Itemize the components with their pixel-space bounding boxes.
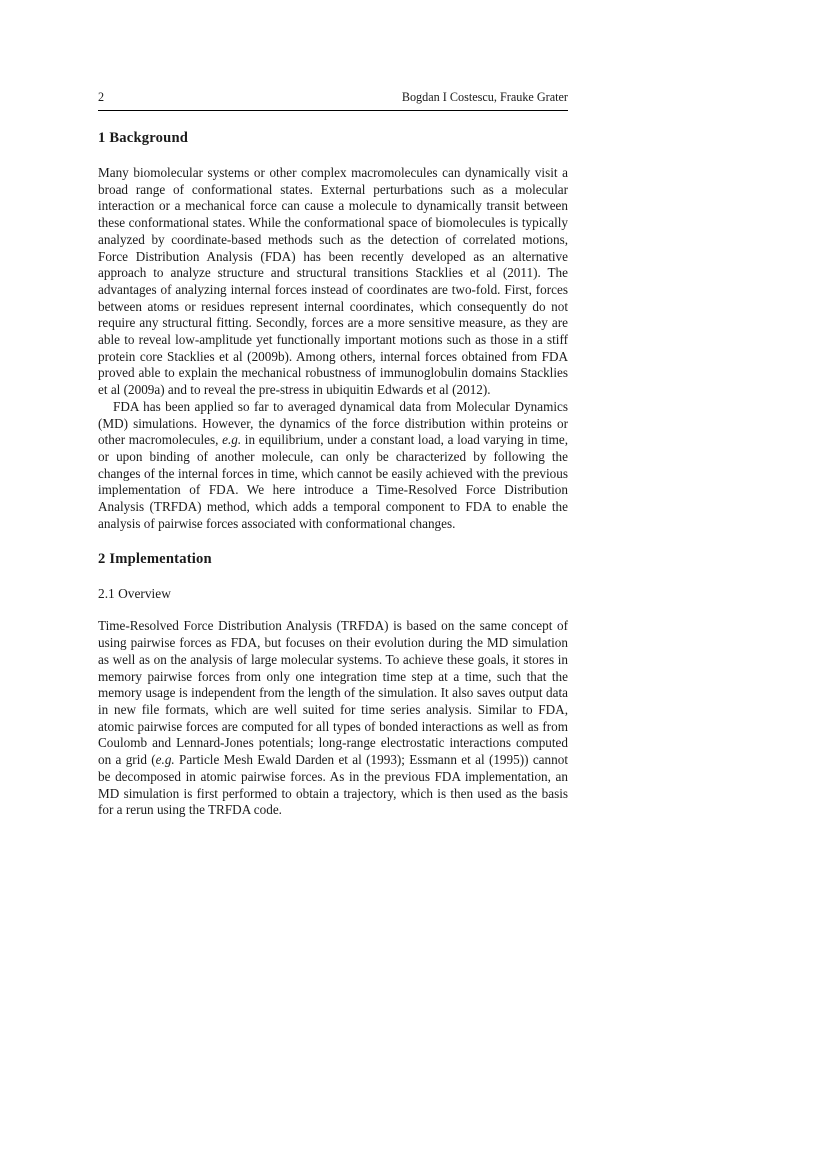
text-run-italic-eg: e.g. [222, 432, 242, 448]
text-run: FDA has been applied so far to averaged dynamical data from Molecular Dynamics (MD) simulations. However, the dynamics of the force distribution within proteins or other macromolecules, [98, 398, 568, 448]
section-heading-implementation: 2 Implementation [98, 551, 212, 568]
subsection-heading-overview: 2.1 Overview [98, 586, 171, 602]
text-run-italic-eg: e.g. [155, 752, 175, 768]
running-authors: Bogdan I Costescu, Frauke Grater [401, 90, 568, 104]
paragraph-overview [98, 618, 568, 818]
paragraph-background-intro: Many biomolecular systems or other complex macromolecules can dynamically visit a broad range of conformational states. External perturbations such as a molecular interaction or a mechanical force can cause a molecule to dynamically transit between these conformational states. While the conformational space of biomolecules is typically analyzed by coordinate-based methods such as the detection of correlated motions, Force Distribution Analysis (FDA) has been recently developed as an alternative approach to analyze structure and structural transitions Stacklies et al (2011). The advantages of analyzing internal forces instead of coordinates are two-fold. First, forces between atoms or residues represent internal coordinates, which consequently do not require any structural fitting. Secondly, forces are a more sensitive measure, as they are able to reveal low-amplitude yet functionally important motions such as those in a stiff protein core Stacklies et al (2009b). Among others, internal forces obtained from FDA proved able to explain the mechanical robustness of immunoglobulin domains Stacklies et al (2009a) and to reveal the pre-stress in ubiquitin Edwards et al (2012). [98, 165, 568, 398]
text-run: Particle Mesh Ewald Darden et al (1993); Essmann et al (1995)) cannot be decomposed in atomic pairwise forces. As in the previous FDA implementation, an MD simulation is first performed to obtain a trajectory, which is then used as the basis for a rerun using the TRFDA code. [98, 752, 568, 818]
text-run: in equilibrium, under a constant load, a load varying in time, or upon binding of another molecule, can only be characterized by following the changes of the internal forces in time, which cannot be easily achieved with the previous implementation of FDA. We here introduce a Time-Resolved Force Distribution Analysis (TRFDA) method, which adds a temporal component to FDA to enable the analysis of pairwise forces associated with conformational changes. [98, 432, 568, 531]
text-column [98, 90, 568, 819]
text-run: Time-Resolved Force Distribution Analysis (TRFDA) is based on the same concept of using pairwise forces as FDA, but focuses on their evolution during the MD simulation as well as on the analysis of large molecular systems. To achieve these goals, it stores in memory pairwise forces from only one integration time step at a time, such that the memory usage is independent from the length of the simulation. It also saves output data in new file formats, which are well suited for time series analysis. Similar to FDA, atomic pairwise forces are computed for all types of bonded interactions as well as from Coulomb and Lennard-Jones potentials; long-range electrostatic interactions computed on a grid ( [98, 618, 568, 768]
paragraph-fda-applied [98, 399, 568, 533]
section-heading-background: 1 Background [98, 130, 189, 146]
page-number: 2 [98, 90, 105, 104]
running-header [98, 90, 568, 111]
